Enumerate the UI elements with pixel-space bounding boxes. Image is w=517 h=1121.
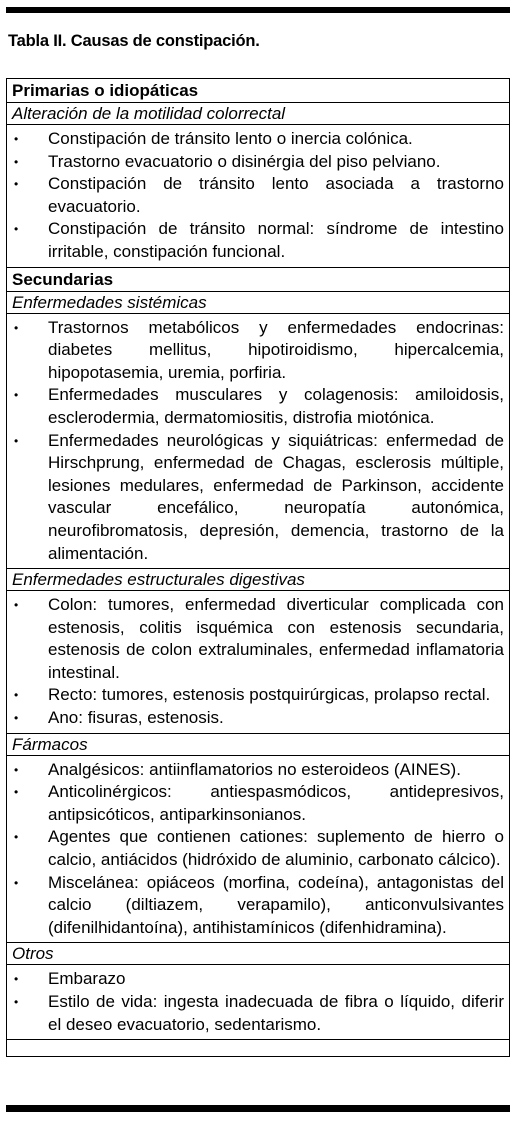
bullet-icon: • bbox=[14, 154, 19, 169]
item-text: Agentes que contienen cationes: suplemento de hierro o calcio, antiácidos (hidróxido de aluminio, carbonato cálcico). bbox=[48, 827, 504, 870]
group-title: Enfermedades sistémicas bbox=[7, 292, 509, 314]
list-item bbox=[12, 430, 504, 566]
item-list bbox=[7, 125, 509, 268]
bullet-icon: • bbox=[14, 598, 19, 613]
item-text: Trastorno evacuatorio o disinérgia del piso pelviano. bbox=[48, 151, 441, 171]
bullet-icon: • bbox=[14, 711, 19, 726]
table-footer-spacer bbox=[7, 1040, 509, 1056]
list-item bbox=[12, 594, 504, 684]
item-text: Enfermedades musculares y colagenosis: amiloidosis, esclerodermia, dermatomiositis, distrofia miotónica. bbox=[48, 385, 504, 427]
list-item bbox=[12, 684, 504, 707]
list-item bbox=[12, 173, 504, 218]
bullet-icon: • bbox=[14, 785, 19, 800]
item-list bbox=[7, 314, 509, 570]
section-header: Secundarias bbox=[7, 268, 509, 292]
bullet-icon: • bbox=[14, 132, 19, 146]
item-text: Constipación de tránsito normal: síndrome de intestino irritable, constipación funcional. bbox=[48, 219, 504, 261]
bullet-icon: • bbox=[14, 830, 19, 845]
bullet-icon: • bbox=[14, 320, 19, 335]
bottom-rule bbox=[6, 1105, 510, 1112]
item-text: Constipación de tránsito lento o inercia colónica. bbox=[48, 129, 413, 148]
list-item bbox=[12, 218, 504, 263]
bullet-icon: • bbox=[14, 875, 19, 890]
list-item bbox=[12, 781, 504, 826]
group-title: Otros bbox=[7, 943, 509, 965]
list-item bbox=[12, 872, 504, 940]
group-title: Enfermedades estructurales digestivas bbox=[7, 569, 509, 591]
bullet-icon: • bbox=[14, 972, 19, 987]
list-item bbox=[12, 991, 504, 1036]
item-text: Analgésicos: antiinflamatorios no esteroideos (AINES). bbox=[48, 759, 461, 779]
table-caption: Tabla II. Causas de constipación. bbox=[8, 32, 260, 50]
bullet-icon: • bbox=[14, 762, 19, 777]
causes-table bbox=[6, 78, 510, 1057]
item-list bbox=[7, 965, 509, 1040]
list-item bbox=[12, 968, 504, 991]
item-text: Trastornos metabólicos y enfermedades endocrinas: diabetes mellitus, hipotiroidismo, hipercalcemia, hipopotasemia, uremia, porfiria. bbox=[48, 317, 504, 382]
list-item bbox=[12, 317, 504, 385]
item-text: Miscelánea: opiáceos (morfina, codeína), antagonistas del calcio (diltiazem, verapamilo), anticonvulsivantes (difenilhidantoína), antihistamínicos (difenhidramina). bbox=[48, 872, 504, 937]
item-text: Embarazo bbox=[48, 969, 126, 989]
group-title: Fármacos bbox=[7, 734, 509, 756]
list-item bbox=[12, 826, 504, 871]
item-text: Ano: fisuras, estenosis. bbox=[48, 708, 224, 728]
list-item bbox=[12, 384, 504, 429]
item-text: Colon: tumores, enfermedad diverticular complicada con estenosis, colitis isquémica con estenosis secundaria, estenosis de colon extraluminales, enfermedad inflamatoria intestinal. bbox=[48, 595, 504, 682]
item-text: Constipación de tránsito lento asociada a trastorno evacuatorio. bbox=[48, 174, 504, 216]
list-item bbox=[12, 151, 504, 174]
bullet-icon: • bbox=[14, 433, 19, 448]
item-list bbox=[7, 756, 509, 944]
item-list bbox=[7, 591, 509, 734]
bullet-icon: • bbox=[14, 177, 19, 192]
list-item bbox=[12, 128, 504, 151]
bullet-icon: • bbox=[14, 388, 19, 403]
top-rule bbox=[6, 7, 510, 13]
bullet-icon: • bbox=[14, 222, 19, 237]
bullet-icon: • bbox=[14, 995, 19, 1009]
list-item bbox=[12, 707, 504, 730]
item-text: Estilo de vida: ingesta inadecuada de fibra o líquido, diferir el deseo evacuatorio, sedentarismo. bbox=[48, 992, 504, 1034]
item-text: Anticolinérgicos: antiespasmódicos, antidepresivos, antipsicóticos, antiparkinsonianos. bbox=[48, 782, 504, 824]
bullet-icon: • bbox=[14, 688, 19, 703]
group-title: Alteración de la motilidad colorrectal bbox=[7, 103, 509, 125]
list-item bbox=[12, 759, 504, 782]
item-text: Enfermedades neurológicas y siquiátricas: enfermedad de Hirschprung, enfermedad de Chagas, esclerosis múltiple, lesiones medulares, enfermedad de Parkinson, accidente vascular encefálico, neuropatía autonómica, neurofibromatosis, depresión, demencia, trastorno de la alimentación. bbox=[48, 430, 504, 563]
item-text: Recto: tumores, estenosis postquirúrgicas, prolapso rectal. bbox=[48, 685, 491, 705]
section-header: Primarias o idiopáticas bbox=[7, 79, 509, 103]
